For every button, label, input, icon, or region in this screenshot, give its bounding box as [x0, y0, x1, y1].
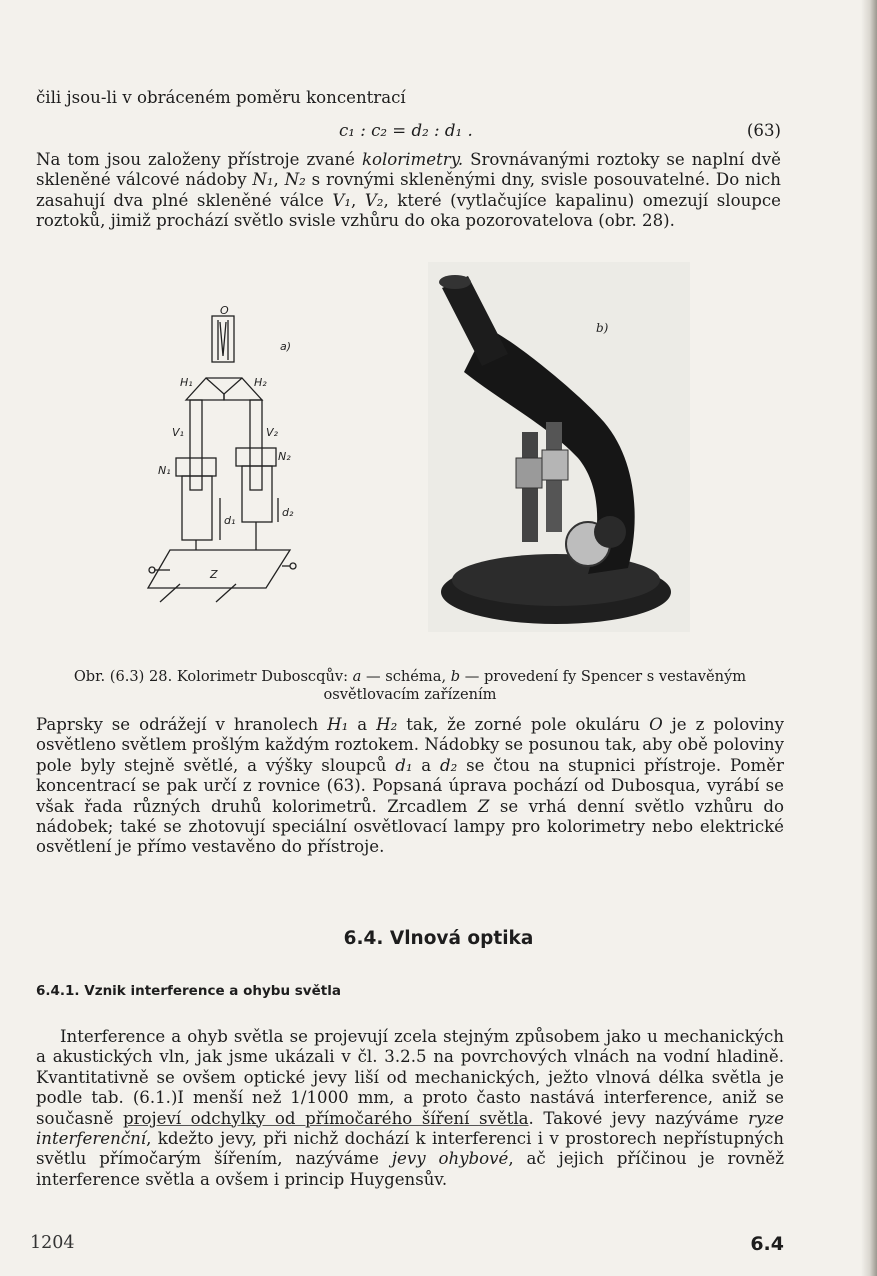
figure-caption: Obr. (6.3) 28. Kolorimetr Duboscqův: a — schéma, b — provedení fy Spencer s vestavěným osvětlovacím zařízením: [73, 667, 747, 703]
subsection-heading: 6.4.1. Vznik interference a ohybu světla: [36, 983, 341, 999]
section-heading: 6.4. Vlnová optika: [343, 928, 534, 949]
intro-line: čili jsou-li v obráceném poměru koncentrací: [36, 88, 406, 107]
equation-expression: c₁ : c₂ = d₂ : d₁ .: [339, 121, 473, 140]
equation-63: [36, 121, 781, 145]
label-H1: H₁: [180, 376, 193, 389]
colorimeter-photo: [428, 262, 690, 632]
label-d2: d₂: [282, 506, 294, 519]
label-d1: d₁: [224, 514, 236, 527]
label-H2: H₂: [254, 376, 267, 389]
label-N1: N₁: [158, 464, 171, 477]
fig-a-label: a): [280, 340, 292, 353]
label-Z: Z: [210, 568, 218, 581]
colorimeter-schematic: [140, 298, 310, 610]
equation-number: (63): [746, 121, 781, 140]
paragraph-colorimeters: Na tom jsou založeny přístroje zvané kolorimetry. Srovnávanými roztoky se naplní dvě skleněné válcové nádoby N₁, N₂ s rovnými skleněnými dny, svisle posouvatelné. Do nich zasahují dva plné skleněné válce V₁, V₂, které (vytlačujíce kapalinu) omezují sloupce roztoků, jimiž prochází světlo svisle vzhůru do oka pozorovatelova (obr. 28).: [36, 150, 781, 231]
paragraph-interference: Interference a ohyb světla se projevují zcela stejným způsobem jako u mechanických a akustických vln, jak jsme ukázali v čl. 3.2.5 na povrchových vlnách na vodní hladině. Kvantitativně se ovšem optické jevy liší od mechanických, ježto vlnová délka světla je podle tab. (6.1.)I menší než 1/1000 mm, a proto často nastává interference, aniž se současně projeví odchylky od přímočarého šíření světla. Takové jevy nazýváme ryze interferenční, kdežto jevy, při nichž dochází k interferenci i v prostorech nepřístupných světlu přímočarým šířením, nazýváme jevy ohybové, ač jejich příčinou je rovněž interference světla a ovšem i princip Huygensův.: [36, 1027, 784, 1189]
paragraph-prisms: Paprsky se odrážejí v hranolech H₁ a H₂ tak, že zorné pole okuláru O je z poloviny osvětleno světlem prošlým každým roztokem. Nádobky se posunou tak, aby obě poloviny pole byly stejně světlé, a výšky sloupců d₁ a d₂ se čtou na stupnici přístroje. Poměr koncentrací se pak určí z rovnice (63). Popsaná úprava pochází od Dubosqua, vyrábí se však řada různých druhů kolorimetrů. Zrcadlem Z se vrhá denní světlo vzhůru do nádobek; také se zhotovují speciální osvětlovací lampy pro kolorimetry nebo elektrické osvětlení je přímo vestavěno do přístroje.: [36, 715, 784, 857]
label-O: O: [220, 304, 229, 317]
label-V2: V₂: [266, 426, 278, 439]
running-section-number: 6.4: [750, 1233, 784, 1255]
label-N2: N₂: [278, 450, 291, 463]
fig-b-label: b): [596, 321, 609, 335]
page-number: 1204: [30, 1233, 75, 1253]
page-edge-shadow: [861, 0, 877, 1276]
label-V1: V₁: [172, 426, 184, 439]
